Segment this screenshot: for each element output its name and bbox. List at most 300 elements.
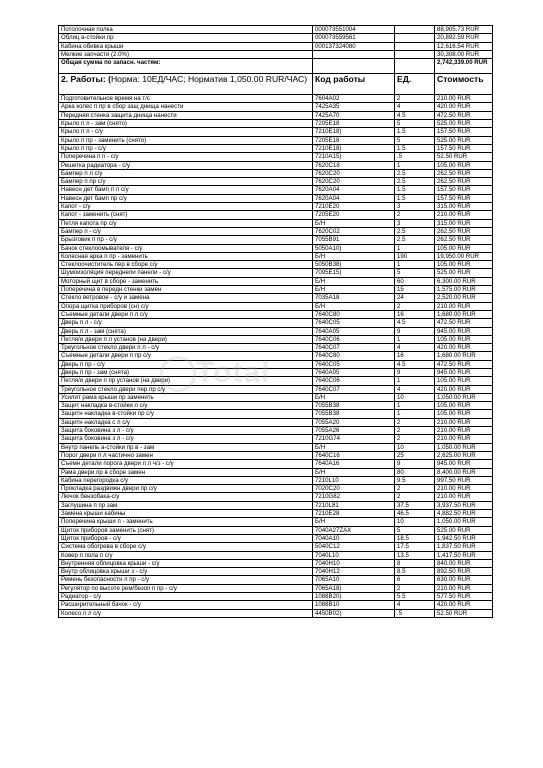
cell-unit: 5 [395,526,435,534]
cell-code: 7210E18) [313,128,395,136]
cell-name: Кабина перегородка с/у [59,476,313,484]
table-row [59,153,493,161]
cell-code: 7640C05 [313,360,395,368]
table-row [59,144,493,152]
cell-cost: 1,417.50 RUR [435,551,493,559]
cell-cost: 4,882.50 RUR [435,510,493,518]
cell-name: Передняя стенка защита днища нанести [59,111,313,119]
cell-unit [395,42,435,50]
cell-cost: 472.50 RUR [435,319,493,327]
cell-code: 7205E18 [313,136,395,144]
cell-unit: 17.5 [395,543,435,551]
cell-code: 5050A10) [313,244,395,252]
cell-code: 7210L10 [313,476,395,484]
cell-name: Брызговик п пр - с/у [59,236,313,244]
cell-code: 5040C12 [313,543,395,551]
cell-code: Б/Н [313,277,395,285]
cell-cost: 210.00 RUR [435,485,493,493]
parts-total-label: Общая сумма по запасн. частям: [59,59,313,74]
cell-unit: 80 [395,468,435,476]
cell-name: Бампер п пр с/у [59,178,313,186]
cell-code: 7640C16 [313,451,395,459]
cell-code: 7040A10 [313,534,395,542]
cell-name: Колесная арка п пр - заменить [59,252,313,260]
cell-cost: 1,575.00 RUR [435,286,493,294]
cell-unit: 2 [395,427,435,435]
cell-unit: 9 [395,368,435,376]
table-row [59,543,493,551]
cell-name: Защитн накладка в-стойки пр с/у [59,410,313,418]
works-title [59,74,313,95]
cell-name: Порог двери п л частично замен [59,451,313,459]
cell-cost: 210.00 RUR [435,302,493,310]
cell-code: 7035A18 [313,294,395,302]
cell-cost: 262.50 RUR [435,178,493,186]
cell-cost: 892.50 RUR [435,568,493,576]
estimate-table [58,25,493,618]
cell-name: Съемн детали порога двери п л ч/з - с/у [59,460,313,468]
minor-parts-row [59,50,493,58]
cell-cost: 105.00 RUR [435,377,493,385]
cell-unit: 24 [395,294,435,302]
cell-code: 7055B91 [313,236,395,244]
cell-cost: 420.00 RUR [435,344,493,352]
cell-code: 7640A05 [313,368,395,376]
cell-cost: 472.50 RUR [435,111,493,119]
cell-code: 7620C18 [313,161,395,169]
cell-name: Поперечина в передн стенки замен [59,286,313,294]
table-row [59,219,493,227]
cell-code: 7055A20 [313,418,395,426]
table-row [59,169,493,177]
cell-code: 4450B02) [313,609,395,617]
cell-unit: 2 [395,493,435,501]
table-row [59,443,493,451]
cell-code: 7065A10 [313,576,395,584]
cell-unit: 1 [395,244,435,252]
table-row [59,559,493,567]
cell-unit: 4 [395,103,435,111]
cell-cost: 157.50 RUR [435,186,493,194]
cell-code: 7640C07 [313,385,395,393]
cell-name: Внутр облицовка крыши з - с/у [59,568,313,576]
cell-unit: 5 [395,269,435,277]
parts-total-value: 2,742,339.00 RUR [435,59,493,74]
table-row [59,593,493,601]
table-row [59,302,493,310]
cell-cost: 105.00 RUR [435,244,493,252]
cell-name: Расширительный бачок - с/у [59,601,313,609]
cell-name: Бачок стеклоомывателя - с/у [59,244,313,252]
cell-unit: 25 [395,451,435,459]
table-row [59,186,493,194]
document-page [58,25,493,618]
cell-name: Капот - с/у [59,203,313,211]
cell-unit: 1 [395,410,435,418]
table-row [59,26,493,34]
cell-unit: 5 [395,136,435,144]
cell-code: Б/Н [313,393,395,401]
cell-name: Мелкие запчасти (2.0%) [59,50,313,58]
cell-name: Моторный щит в сборе - заменить [59,277,313,285]
cell-code: 7640C06 [313,335,395,343]
table-row [59,435,493,443]
works-header-row [59,74,493,95]
cell-name: Съемные детали двери п пр с/у [59,352,313,360]
cell-unit [395,59,435,74]
cell-code: 7210E20 [313,203,395,211]
cell-cost: 840.00 RUR [435,559,493,567]
cell-unit: 1 [395,161,435,169]
cell-cost: 525.00 RUR [435,526,493,534]
parts-total-row [59,59,493,74]
table-row [59,510,493,518]
cell-unit: 60 [395,277,435,285]
table-row [59,178,493,186]
parts-section [59,26,493,51]
cell-code: 1088B20) [313,593,395,601]
cell-cost: 315.00 RUR [435,203,493,211]
cell-name: Бампер п л с/у [59,169,313,177]
cell-unit: 10 [395,393,435,401]
cell-unit: 8 [395,559,435,567]
cell-unit [395,50,435,58]
table-row [59,368,493,376]
cell-cost: 6,300.00 RUR [435,277,493,285]
table-row [59,227,493,235]
cell-code: 7640A05 [313,327,395,335]
cell-code: 7055B38 [313,402,395,410]
cell-name: Бампер п - с/у [59,227,313,235]
works-section [59,95,493,618]
cell-name: Колесо п л с/у [59,609,313,617]
cell-unit: 46.5 [395,510,435,518]
cell-unit: 2 [395,485,435,493]
cell-cost: 262.50 RUR [435,227,493,235]
cell-name: Шумоизоляция переднели панели - с/у [59,269,313,277]
cell-name: Решетка радиатора - с/у [59,161,313,169]
cell-name: Капот - заменить (снят) [59,211,313,219]
cell-code: Б/Н [313,219,395,227]
cell-cost: 210.00 RUR [435,493,493,501]
cell-unit: 1.5 [395,186,435,194]
table-row [59,95,493,103]
cell-code: 7065A18) [313,584,395,592]
works-header [59,74,493,95]
table-row [59,584,493,592]
cell-cost: 8,400.00 RUR [435,468,493,476]
cell-cost: 1,050.00 RUR [435,518,493,526]
cell-unit: 2 [395,584,435,592]
table-row [59,277,493,285]
cell-code: 7095E15) [313,269,395,277]
cell-code: 7640A16 [313,460,395,468]
table-row [59,111,493,119]
cell-code: 7210E28 [313,510,395,518]
table-row [59,526,493,534]
works-norm: Норма: 10ЕД/ЧАС; Норматив 1,050.00 RUR/ЧАС) [110,74,308,85]
table-row [59,460,493,468]
cell-code: 7604A02 [313,95,395,103]
cell-unit: 2 [395,95,435,103]
cell-cost: 105.00 RUR [435,335,493,343]
cell-unit: 1.5 [395,194,435,202]
cell-cost: 525.00 RUR [435,136,493,144]
cell-unit: 2.5 [395,169,435,177]
cell-unit: 1.5 [395,144,435,152]
cell-name: Ковер п пола п с/у [59,551,313,559]
table-row [59,286,493,294]
cell-name: Дверь п л - зам (снята) [59,327,313,335]
cell-name: Потолочная полка [59,26,313,34]
cell-unit: 190 [395,252,435,260]
cell-unit: 37.5 [395,501,435,509]
table-row [59,352,493,360]
cell-unit: 2 [395,211,435,219]
cell-cost: 2,625.00 RUR [435,451,493,459]
cell-name: Защита боковина з л - с/у [59,435,313,443]
cell-unit: 9 [395,460,435,468]
cell-cost: 210.00 RUR [435,427,493,435]
col-cost-header: Стоимость [435,74,493,95]
cell-name: Петля/и двери п пр установ (на двери) [59,377,313,385]
table-row [59,551,493,559]
cell-cost: 210.00 RUR [435,435,493,443]
cell-code: 7425A70 [313,111,395,119]
cell-name: Дверь п пр - с/у [59,360,313,368]
cell-code: Б/Н [313,252,395,260]
cell-code: 7210G82 [313,493,395,501]
table-row [59,161,493,169]
works-title-label: 2. Работы: ( [61,74,111,85]
cell-cost: 210.00 RUR [435,95,493,103]
cell-unit: 4.5 [395,360,435,368]
cell-unit: 8.5 [395,568,435,576]
cell-code: 5050B38) [313,261,395,269]
cell-name: Защита боковина з л - с/у [59,427,313,435]
cell-unit: 4.5 [395,319,435,327]
cell-code: Б/Н [313,302,395,310]
cell-name: Внутренняя облицовка крыши - с/у [59,559,313,567]
table-row [59,203,493,211]
cell-unit: .5 [395,153,435,161]
cell-unit: 2 [395,418,435,426]
table-row [59,576,493,584]
table-row [59,319,493,327]
table-row [59,427,493,435]
cell-name: Арка колес п пр в сбор защ днища нанести [59,103,313,111]
cell-unit: 2 [395,302,435,310]
cell-code: 7210E18) [313,144,395,152]
cell-code: Б/Н [313,286,395,294]
cell-name: Щиток приборов заменить (снят) [59,526,313,534]
table-row [59,402,493,410]
cell-code [313,50,395,58]
cell-cost: 210.00 RUR [435,584,493,592]
cell-code: 7055B38 [313,410,395,418]
cell-name: Прокладка раздвижн двери пр с/у [59,485,313,493]
cell-cost: 945.00 RUR [435,327,493,335]
cell-name: Усилит рама крыши пр заменить [59,393,313,401]
cell-unit: 2 [395,435,435,443]
cell-code: 7040A27ZAX [313,526,395,534]
cell-cost: 105.00 RUR [435,261,493,269]
table-row [59,344,493,352]
cell-code: 000073559561 [313,34,395,42]
cell-cost: 1,050.00 RUR [435,393,493,401]
cell-code: 7040H10 [313,559,395,567]
cell-name: Опора щитка приборов (сн) с/у [59,302,313,310]
table-row [59,493,493,501]
cell-name: Треугольное стекло двери п л - с/у [59,344,313,352]
cell-cost: 525.00 RUR [435,269,493,277]
cell-unit: 4 [395,344,435,352]
cell-unit: 15 [395,286,435,294]
table-row [59,120,493,128]
cell-unit [395,26,435,34]
cell-name: Кабина обивка крыши [59,42,313,50]
cell-cost: 1,680.00 RUR [435,310,493,318]
cell-cost: 577.50 RUR [435,593,493,601]
cell-unit: 4 [395,601,435,609]
cell-unit: 5.5 [395,593,435,601]
cell-unit: 9 [395,327,435,335]
cell-cost: 945.00 RUR [435,460,493,468]
table-row [59,34,493,42]
cell-cost: 420.00 RUR [435,103,493,111]
cell-name: Стеклоочиститель пер в сборе с/у [59,261,313,269]
cell-name: Поперечина крыши п - заменить [59,518,313,526]
cell-name: Система обогрева в сборе с/у [59,543,313,551]
cell-code: 7055A26 [313,427,395,435]
cell-cost: 472.50 RUR [435,360,493,368]
cell-unit: 4.5 [395,111,435,119]
cell-cost: 88,905.73 RUR [435,26,493,34]
cell-cost: 945.00 RUR [435,368,493,376]
cell-cost: 997.50 RUR [435,476,493,484]
cell-cost: 157.50 RUR [435,128,493,136]
cell-name: Крыло п пр - с/у [59,144,313,152]
cell-name: Радиатор - с/у [59,593,313,601]
cell-cost: 105.00 RUR [435,410,493,418]
cell-name: Крыло п пр - заменить (снято) [59,136,313,144]
table-row [59,327,493,335]
cell-cost: 105.00 RUR [435,161,493,169]
table-row [59,269,493,277]
cell-code: 7210G74 [313,435,395,443]
table-row [59,377,493,385]
cell-unit: 3 [395,219,435,227]
cell-name: Петля/и двери п л установ (на двери) [59,335,313,343]
cell-name: Крыло п л - с/у [59,128,313,136]
cell-code: Б/Н [313,518,395,526]
cell-cost: 20,892.59 RUR [435,34,493,42]
cell-code: 7620C20 [313,169,395,177]
cell-cost: 1,680.00 RUR [435,352,493,360]
table-row [59,252,493,260]
cell-name: Щиток приборов - с/у [59,534,313,542]
cell-code: 7620A04 [313,186,395,194]
cell-cost: 1,050.00 RUR [435,443,493,451]
cell-name: Стекло ветровое - с/у и замена [59,294,313,302]
cell-unit: 5 [395,120,435,128]
cell-cost: 3,937.50 RUR [435,501,493,509]
table-row [59,103,493,111]
cell-cost: 157.50 RUR [435,194,493,202]
cell-name: Подготовительное время на т/с [59,95,313,103]
cell-name: Дверь п пр - зам (снята) [59,368,313,376]
cell-name: Замена крыши кабины [59,510,313,518]
cell-cost: 157.50 RUR [435,144,493,152]
table-row [59,244,493,252]
cell-name: Крыло п л - зам (снято) [59,120,313,128]
cell-code: 7640C80 [313,310,395,318]
cell-cost: 52.50 RUR [435,609,493,617]
table-row [59,385,493,393]
table-row [59,42,493,50]
table-row [59,360,493,368]
cell-cost: 52.50 RUR [435,153,493,161]
cell-code: 7205E18 [313,120,395,128]
cell-code: 1088B10 [313,601,395,609]
cell-code: 7620C20 [313,178,395,186]
cell-cost: 19,950.00 RUR [435,252,493,260]
cell-cost: 420.00 RUR [435,601,493,609]
cell-code: 7620A04 [313,194,395,202]
table-row [59,310,493,318]
cell-name: Защитн накладка с л с/у [59,418,313,426]
table-row [59,485,493,493]
table-row [59,335,493,343]
cell-code: Б/Н [313,468,395,476]
cell-cost: 525.00 RUR [435,120,493,128]
cell-cost: 630.00 RUR [435,576,493,584]
cell-cost: 30,308.00 RUR [435,50,493,58]
cell-unit: 4 [395,385,435,393]
table-row [59,294,493,302]
cell-cost: 105.00 RUR [435,402,493,410]
cell-unit: 1 [395,377,435,385]
cell-unit: 16 [395,352,435,360]
cell-name: Рама двери пр в сборе замен [59,468,313,476]
table-row [59,410,493,418]
cell-unit: 2.5 [395,227,435,235]
cell-cost: 12,616.54 RUR [435,42,493,50]
cell-name: Внутр панель а-стойки пр в - зам [59,443,313,451]
table-row [59,601,493,609]
cell-cost: 315.00 RUR [435,219,493,227]
cell-cost: 420.00 RUR [435,385,493,393]
cell-code: 7040H12 [313,568,395,576]
table-row [59,518,493,526]
cell-code: 7040L10 [313,551,395,559]
cell-unit: 1 [395,335,435,343]
table-row [59,194,493,202]
cell-unit: 18.5 [395,534,435,542]
cell-unit: 3 [395,203,435,211]
table-row [59,451,493,459]
cell-code: 7640C80 [313,352,395,360]
cell-code: 7640C07 [313,344,395,352]
cell-name: Съемные детали двери п л с/у [59,310,313,318]
watermark: Total [196,356,271,389]
cell-cost: 210.00 RUR [435,418,493,426]
table-row [59,128,493,136]
table-row [59,476,493,484]
cell-unit: 2.5 [395,236,435,244]
cell-cost: 2,520.00 RUR [435,294,493,302]
cell-unit: 13.5 [395,551,435,559]
